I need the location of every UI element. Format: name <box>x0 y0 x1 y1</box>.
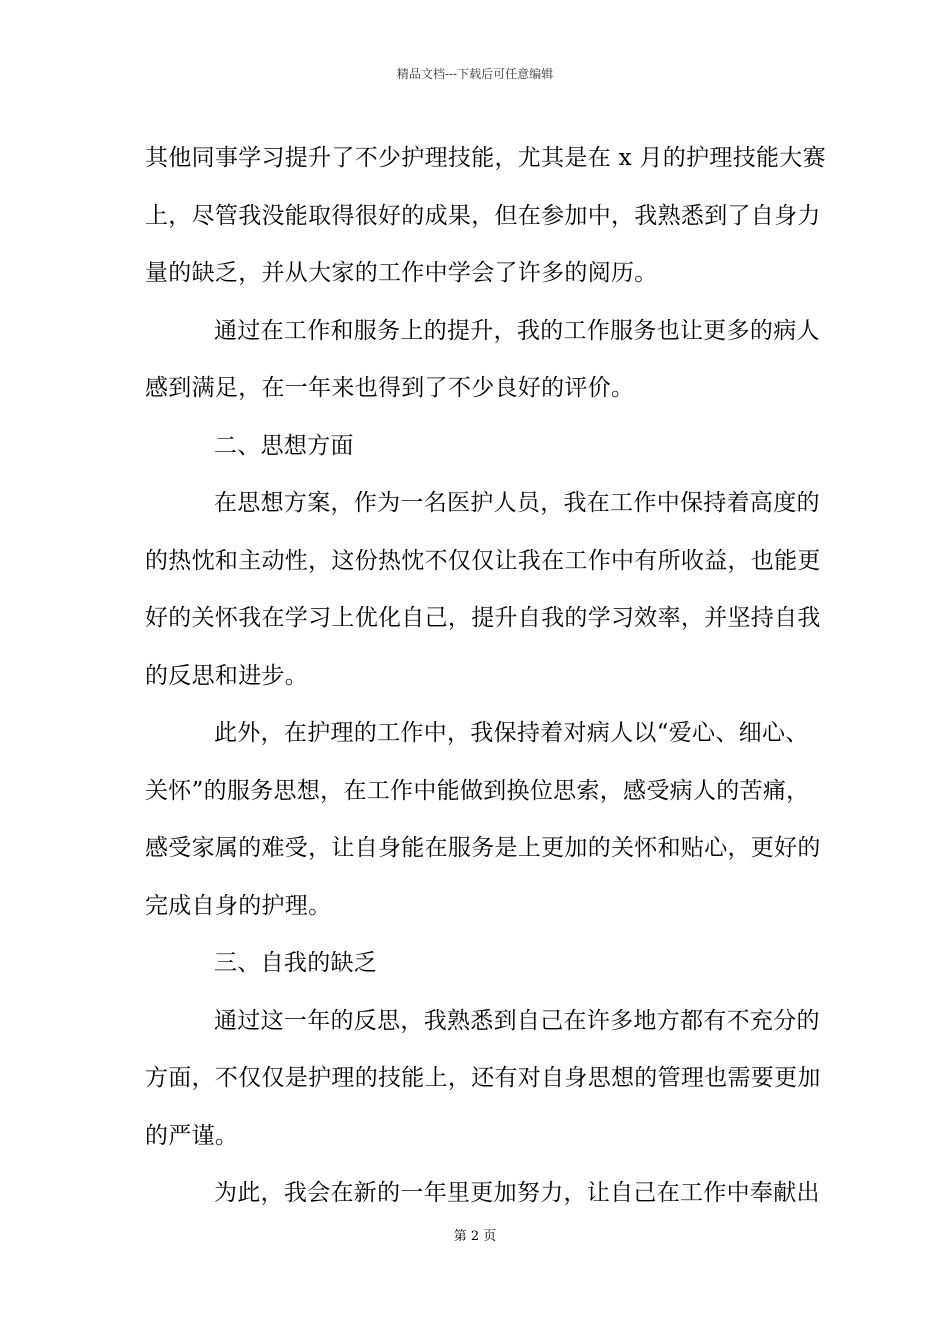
paragraph-start-line: 通过在工作和服务上的提升，我的工作服务也让更多的病人 <box>214 317 820 344</box>
text-line: 上，尽管我没能取得很好的成果，但在参加中，我熟悉到了自身力 <box>145 202 821 229</box>
text-line: 的热忱和主动性，这份热忱不仅仅让我在工作中有所收益，也能更 <box>145 547 821 574</box>
text-line: 方面，不仅仅是护理的技能上，还有对自身思想的管理也需要更加 <box>145 1065 821 1091</box>
paragraph-start-line: 在思想方案，作为一名医护人员，我在工作中保持着高度的 <box>214 490 820 516</box>
text-line: 感到满足，在一年来也得到了不少良好的评价。 <box>145 375 635 401</box>
text-line: 的反思和进步。 <box>145 662 309 689</box>
document-body <box>145 130 826 1223</box>
text-line: 感受家属的难受，让自身能在服务是上更加的关怀和贴心，更好的 <box>145 835 821 861</box>
paragraph-start-line: 通过这一年的反思，我熟悉到自己在许多地方都有不充分的 <box>214 1007 820 1034</box>
page-number: 第 2 页 <box>453 1229 497 1244</box>
text-line: 关怀”的服务思想，在工作中能做到换位思索，感受病人的苦痛， <box>145 777 810 804</box>
text-line: 的严谨。 <box>145 1122 239 1149</box>
paragraph-start-line: 为此，我会在新的一年里更加努力，让自己在工作中奉献出 <box>214 1180 820 1206</box>
text-line: 完成自身的护理。 <box>145 892 332 919</box>
section-heading: 二、思想方面 <box>214 432 354 459</box>
paragraph-start-line: 此外，在护理的工作中，我保持着对病人以“爱心、细心、 <box>214 720 809 746</box>
page-header: 精品文档---下载后可任意编辑 <box>396 67 554 81</box>
text-line: 量的缺乏，并从大家的工作中学会了许多的阅历。 <box>145 260 658 286</box>
text-line: 其他同事学习提升了不少护理技能，尤其是在 x 月的护理技能大赛 <box>145 145 826 171</box>
text-line: 好的关怀我在学习上优化自己，提升自我的学习效率，并坚持自我 <box>145 605 821 631</box>
section-heading: 三、自我的缺乏 <box>214 950 378 976</box>
